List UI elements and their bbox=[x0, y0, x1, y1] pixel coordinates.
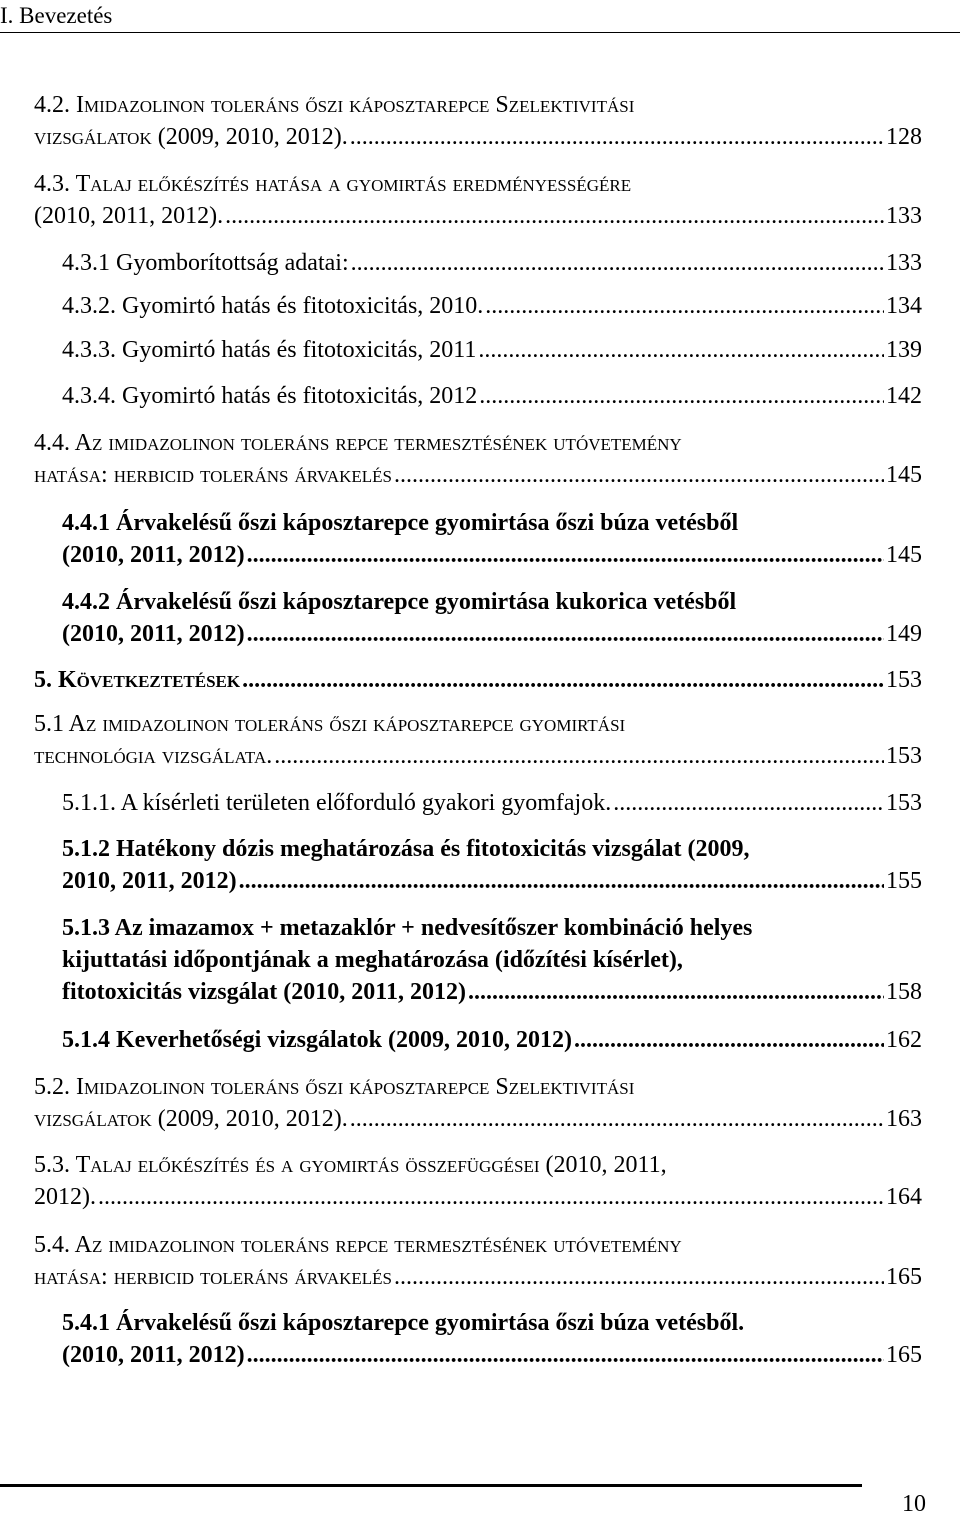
toc-leader-dots bbox=[394, 1265, 884, 1289]
toc-entry-text: 5.2. Imidazolinon toleráns őszi káposztarepce Szelektivitási bbox=[34, 1074, 635, 1100]
toc-entry-5-1-2[interactable] bbox=[62, 837, 922, 901]
toc-page-number: 133 bbox=[886, 250, 922, 276]
toc-entry-text: 5.1 Az imidazolinon toleráns őszi káposztarepce gyomirtási bbox=[34, 711, 626, 737]
toc-leader-dots bbox=[274, 744, 884, 768]
toc-entry-text: 4.3.1 Gyomborítottság adatai: bbox=[62, 250, 349, 276]
toc-entry-4-3-3[interactable] bbox=[62, 338, 922, 370]
toc-entry-text: 5.4.1 Árvakelésű őszi káposztarepce gyomirtása őszi búza vetésből. bbox=[62, 1310, 745, 1336]
toc-leader-dots bbox=[247, 543, 884, 567]
toc-entry-text: 4.4.2 Árvakelésű őszi káposztarepce gyomirtása kukorica vetésből bbox=[62, 589, 737, 615]
toc-page-number: 134 bbox=[886, 293, 922, 319]
toc-leader-dots bbox=[247, 1343, 884, 1367]
toc-entry-5-1[interactable] bbox=[34, 712, 922, 776]
toc-leader-dots bbox=[478, 338, 884, 362]
toc-entry-text: vizsgálatok (2009, 2010, 2012). bbox=[34, 1106, 348, 1132]
toc-entry-text: hatása: herbicid toleráns árvakelés bbox=[34, 462, 392, 488]
toc-entry-text: 4.2. Imidazolinon toleráns őszi káposztarepce Szelektivitási bbox=[34, 92, 635, 118]
toc-page-number: 164 bbox=[886, 1184, 922, 1210]
toc-entry-5-1-4[interactable] bbox=[62, 1028, 922, 1060]
toc-leader-dots bbox=[394, 463, 884, 487]
toc-entry-text: kijuttatási időpontjának a meghatározása (időzítési kísérlet), bbox=[62, 947, 683, 973]
toc-leader-dots bbox=[574, 1028, 884, 1052]
toc-page-number: 145 bbox=[886, 462, 922, 488]
toc-page-number: 153 bbox=[886, 790, 922, 816]
toc-leader-dots bbox=[479, 384, 884, 408]
toc-entry-4-4-2[interactable] bbox=[62, 590, 922, 654]
toc-page-number: 165 bbox=[886, 1264, 922, 1290]
toc-entry-4-3[interactable] bbox=[34, 172, 922, 236]
toc-entry-text: 5.1.4 Keverhetőségi vizsgálatok (2009, 2010, 2012) bbox=[62, 1027, 572, 1053]
toc-entry-5-1-1[interactable] bbox=[62, 791, 922, 823]
toc-entry-text: 4.4.1 Árvakelésű őszi káposztarepce gyomirtása őszi búza vetésből bbox=[62, 510, 739, 536]
toc-page-number: 158 bbox=[886, 979, 922, 1005]
toc-entry-text: 2012). bbox=[34, 1184, 96, 1210]
toc-leader-dots bbox=[351, 251, 884, 275]
toc-page-number: 139 bbox=[886, 337, 922, 363]
toc-page-number: 163 bbox=[886, 1106, 922, 1132]
toc-page-number: 133 bbox=[886, 203, 922, 229]
toc-leader-dots bbox=[225, 204, 884, 228]
toc-entry-4-4[interactable] bbox=[34, 431, 922, 495]
toc-entry-4-3-2[interactable] bbox=[62, 294, 922, 326]
toc-entry-text: 5. Következtetések bbox=[34, 667, 241, 693]
toc-entry-4-2[interactable] bbox=[34, 93, 922, 157]
toc-page-number: 149 bbox=[886, 621, 922, 647]
toc-entry-text: (2010, 2011, 2012). bbox=[34, 203, 224, 229]
toc-leader-dots bbox=[242, 668, 884, 692]
toc-entry-text: 5.1.2 Hatékony dózis meghatározása és fitotoxicitás vizsgálat (2009, bbox=[62, 836, 750, 862]
toc-page-number: 165 bbox=[886, 1342, 922, 1368]
toc-entry-5[interactable] bbox=[34, 668, 922, 700]
toc-page-number: 142 bbox=[886, 383, 922, 409]
toc-page-number: 145 bbox=[886, 542, 922, 568]
toc-entry-5-2[interactable] bbox=[34, 1075, 922, 1139]
toc-entry-text: 4.4. Az imidazolinon toleráns repce termesztésének utóvetemény bbox=[34, 430, 682, 456]
toc-entry-text: 4.3.2. Gyomirtó hatás és fitotoxicitás, 2010. bbox=[62, 293, 484, 319]
toc-leader-dots bbox=[247, 622, 884, 646]
toc-entry-text: (2010, 2011, 2012) bbox=[62, 542, 245, 568]
toc-entry-text: 5.3. Talaj előkészítés és a gyomirtás összefüggései (2010, 2011, bbox=[34, 1152, 667, 1178]
toc-page-number: 128 bbox=[886, 124, 922, 150]
toc-entry-text: (2010, 2011, 2012) bbox=[62, 1342, 245, 1368]
toc-entry-5-1-3[interactable] bbox=[62, 916, 922, 1012]
toc-page-number: 153 bbox=[886, 743, 922, 769]
toc-entry-4-3-1[interactable] bbox=[62, 251, 922, 283]
toc-entry-text: vizsgálatok (2009, 2010, 2012). bbox=[34, 124, 348, 150]
toc-entry-text: 5.1.1. A kísérleti területen előforduló gyakori gyomfajok. bbox=[62, 790, 612, 816]
toc-entry-text: 5.1.3 Az imazamox + metazaklór + nedvesítőszer kombináció helyes bbox=[62, 915, 753, 941]
toc-entry-text: technológia vizsgálata. bbox=[34, 743, 273, 769]
toc-leader-dots bbox=[468, 980, 884, 1004]
toc-entry-text: 4.3. Talaj előkészítés hatása a gyomirtás eredményességére bbox=[34, 171, 632, 197]
toc-leader-dots bbox=[350, 125, 884, 149]
toc-entry-text: (2010, 2011, 2012) bbox=[62, 621, 245, 647]
toc-entry-text: 2010, 2011, 2012) bbox=[62, 868, 237, 894]
toc-entry-text: hatása: herbicid toleráns árvakelés bbox=[34, 1264, 392, 1290]
toc-page-number: 162 bbox=[886, 1027, 922, 1053]
toc-page-number: 155 bbox=[886, 868, 922, 894]
toc-entry-5-4-1[interactable] bbox=[62, 1311, 922, 1375]
toc-entry-text: 4.3.4. Gyomirtó hatás és fitotoxicitás, 2012 bbox=[62, 383, 478, 409]
page-number: 10 bbox=[902, 1491, 926, 1517]
toc-entry-4-3-4[interactable] bbox=[62, 384, 922, 416]
toc-entry-text: 5.4. Az imidazolinon toleráns repce termesztésének utóvetemény bbox=[34, 1232, 682, 1258]
toc-leader-dots bbox=[613, 791, 884, 815]
toc-leader-dots bbox=[350, 1107, 884, 1131]
toc-entry-text: fitotoxicitás vizsgálat (2010, 2011, 2012) bbox=[62, 979, 466, 1005]
toc-entry-text: 4.3.3. Gyomirtó hatás és fitotoxicitás, 2011 bbox=[62, 337, 477, 363]
toc-entry-4-4-1[interactable] bbox=[62, 511, 922, 575]
toc-leader-dots bbox=[485, 294, 884, 318]
chapter-header: I. Bevezetés bbox=[0, 3, 113, 28]
footer-rule bbox=[0, 1484, 862, 1487]
toc-leader-dots bbox=[239, 869, 884, 893]
toc-entry-5-4[interactable] bbox=[34, 1233, 922, 1297]
toc-entry-5-3[interactable] bbox=[34, 1153, 922, 1217]
toc-leader-dots bbox=[98, 1185, 884, 1209]
toc-page-number: 153 bbox=[886, 667, 922, 693]
